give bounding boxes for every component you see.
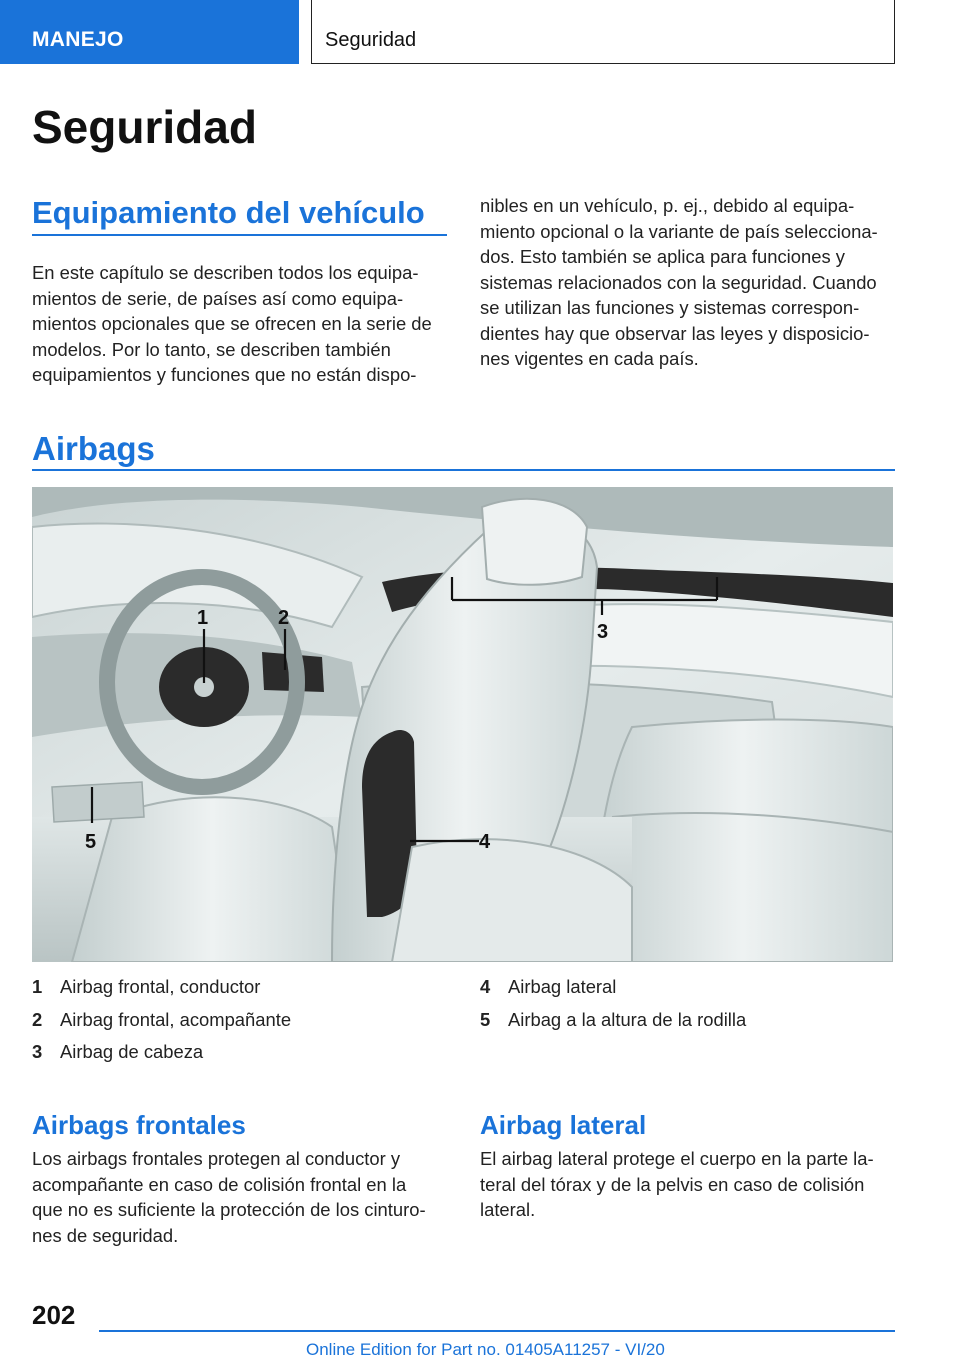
legend-item (480, 1009, 900, 1042)
callout-3: 3 (597, 621, 609, 643)
legend-number: 3 (32, 1041, 43, 1062)
legend-right (480, 976, 900, 1041)
text-line: miento opcional o la variante de país selecciona- (480, 220, 878, 242)
section-title-airbags: Airbags (32, 430, 155, 467)
equipamiento-text-right (480, 193, 900, 372)
text-line: lateral. (480, 1199, 536, 1220)
text-line: Los airbags frontales protegen al conductor y (32, 1148, 401, 1169)
text-line: El airbag lateral protege el cuerpo en la parte la- (480, 1148, 874, 1169)
section-title-lateral: Airbag lateral (480, 1110, 647, 1140)
text-line: que no es suficiente la protección de los cinturo- (32, 1199, 426, 1220)
text-line: teral del tórax y de la pelvis en caso de colisión (480, 1173, 865, 1195)
footer-edition: Online Edition for Part no. 01405A11257 - VI/20 (306, 1340, 665, 1359)
text-line: sistemas relacionados con la seguridad. Cuando (480, 271, 877, 293)
section-rule-airbags (32, 469, 895, 471)
legend-label: Airbag de cabeza (60, 1041, 204, 1062)
header-breadcrumb (311, 0, 895, 64)
text-line: se utilizan las funciones y sistemas correspon- (480, 297, 860, 318)
airbag-illustration (32, 487, 893, 962)
legend-item (32, 1041, 452, 1074)
legend-label: Airbag frontal, conductor (60, 976, 261, 997)
callout-4: 4 (479, 831, 491, 853)
section-rule-equipamiento (32, 234, 447, 236)
legend-label: Airbag a la altura de la rodilla (508, 1008, 747, 1030)
section-title-frontales: Airbags frontales (32, 1110, 246, 1140)
text-line: acompañante en caso de colisión frontal en la (32, 1173, 407, 1195)
header-breadcrumb-label: Seguridad (325, 29, 417, 51)
callout-2: 2 (278, 607, 290, 629)
footer-rule (99, 1330, 895, 1332)
text-line: mientos opcionales que se ofrecen en la serie de (32, 313, 432, 334)
car-interior-drawing (32, 487, 893, 962)
text-line: nes vigentes en cada país. (480, 348, 699, 369)
text-line: dientes hay que observar las leyes y disposicio- (480, 322, 870, 344)
legend-number: 2 (32, 1008, 43, 1030)
text-line: nibles en un vehículo, p. ej., debido al equipa- (480, 195, 855, 216)
callout-1: 1 (197, 607, 209, 629)
header-section-label: MANEJO (32, 28, 124, 51)
text-line: En este capítulo se describen todos los equipa- (32, 262, 419, 283)
section-title-equipamiento: Equipamiento del vehículo (32, 195, 425, 230)
legend-item (32, 976, 452, 1009)
page-title: Seguridad (32, 101, 257, 153)
equipamiento-text-left (32, 260, 452, 388)
text-line: dos. Esto también se aplica para funciones y (480, 246, 845, 267)
text-line: modelos. Por lo tanto, se describen también (32, 338, 391, 360)
text-line: equipamientos y funciones que no están dispo- (32, 364, 417, 385)
legend-number: 4 (480, 976, 491, 997)
legend-label: Airbag frontal, acompañante (60, 1008, 292, 1030)
page-number: 202 (32, 1300, 76, 1330)
header-section-tab[interactable] (0, 0, 299, 64)
text-line: nes de seguridad. (32, 1224, 179, 1246)
text-line: mientos de serie, de países así como equipa- (32, 287, 404, 309)
legend-number: 1 (32, 976, 43, 997)
legend-number: 5 (480, 1008, 491, 1030)
legend-item (480, 976, 900, 1009)
lateral-text (480, 1146, 900, 1223)
callout-5: 5 (85, 831, 97, 853)
legend-label: Airbag lateral (508, 976, 617, 997)
legend-item (32, 1009, 452, 1042)
frontales-text (32, 1146, 452, 1248)
legend-left (32, 976, 452, 1074)
